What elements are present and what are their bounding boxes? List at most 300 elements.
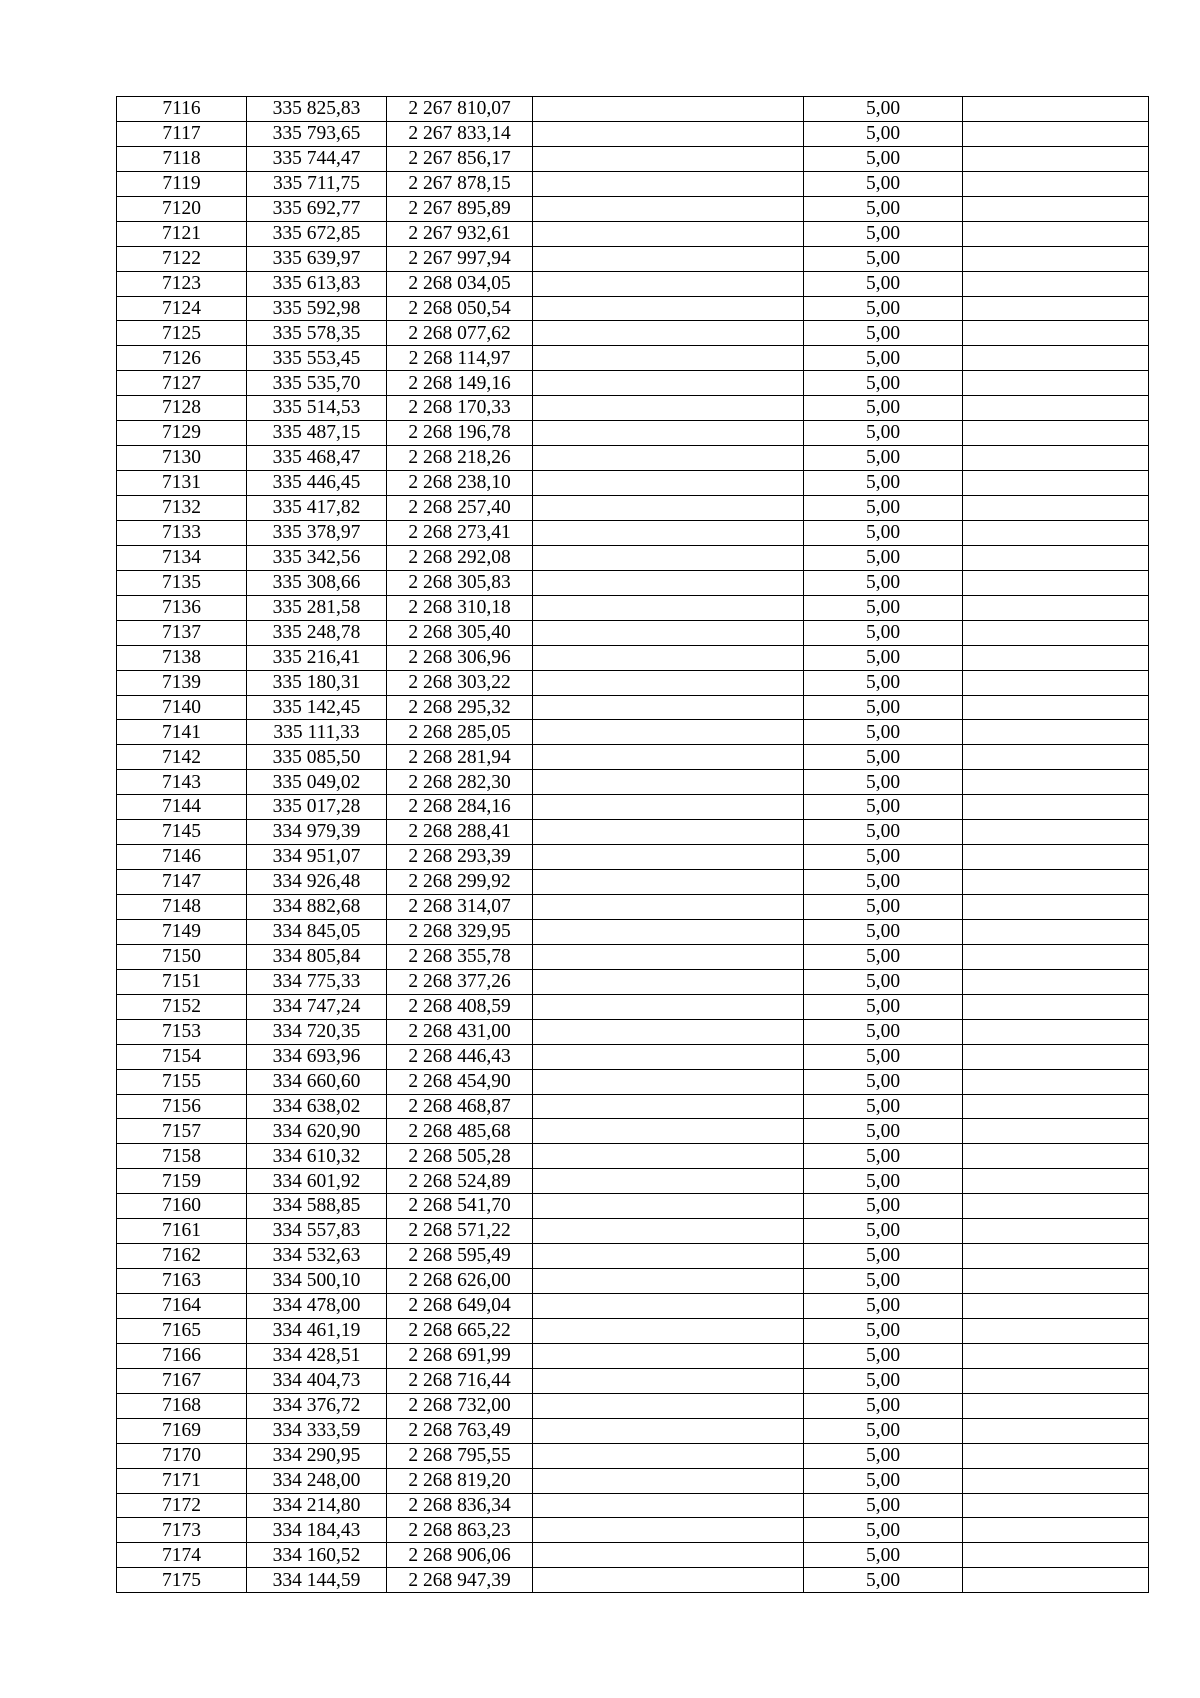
y-coordinate-cell: 2 268 732,00 [387, 1393, 533, 1418]
x-coordinate-cell: 335 085,50 [247, 745, 387, 770]
table-row [117, 471, 1149, 496]
empty-cell [533, 770, 804, 795]
coordinates-table [116, 96, 1149, 1593]
empty-cell [963, 1518, 1149, 1543]
empty-cell [533, 695, 804, 720]
value-cell: 5,00 [804, 296, 963, 321]
table-row [117, 1019, 1149, 1044]
empty-cell [963, 1244, 1149, 1269]
table-row [117, 1568, 1149, 1593]
y-coordinate-cell: 2 268 863,23 [387, 1518, 533, 1543]
empty-cell [533, 1144, 804, 1169]
point-number-cell: 7130 [117, 446, 247, 471]
empty-cell [533, 1343, 804, 1368]
y-coordinate-cell: 2 268 114,97 [387, 346, 533, 371]
value-cell: 5,00 [804, 1418, 963, 1443]
point-number-cell: 7166 [117, 1343, 247, 1368]
value-cell: 5,00 [804, 1219, 963, 1244]
empty-cell [533, 196, 804, 221]
value-cell: 5,00 [804, 545, 963, 570]
point-number-cell: 7143 [117, 770, 247, 795]
value-cell: 5,00 [804, 845, 963, 870]
empty-cell [963, 1119, 1149, 1144]
table-row [117, 1468, 1149, 1493]
value-cell: 5,00 [804, 595, 963, 620]
value-cell: 5,00 [804, 1169, 963, 1194]
empty-cell [533, 321, 804, 346]
x-coordinate-cell: 334 333,59 [247, 1418, 387, 1443]
table-row [117, 870, 1149, 895]
empty-cell [533, 620, 804, 645]
empty-cell [533, 1094, 804, 1119]
y-coordinate-cell: 2 268 299,92 [387, 870, 533, 895]
table-row [117, 919, 1149, 944]
x-coordinate-cell: 335 446,45 [247, 471, 387, 496]
value-cell: 5,00 [804, 720, 963, 745]
empty-cell [533, 296, 804, 321]
value-cell: 5,00 [804, 1443, 963, 1468]
value-cell: 5,00 [804, 870, 963, 895]
value-cell: 5,00 [804, 520, 963, 545]
empty-cell [963, 1543, 1149, 1568]
empty-cell [963, 1094, 1149, 1119]
empty-cell [533, 969, 804, 994]
table-row [117, 1518, 1149, 1543]
empty-cell [533, 1019, 804, 1044]
empty-cell [533, 545, 804, 570]
value-cell: 5,00 [804, 171, 963, 196]
point-number-cell: 7160 [117, 1194, 247, 1219]
x-coordinate-cell: 334 720,35 [247, 1019, 387, 1044]
y-coordinate-cell: 2 268 305,40 [387, 620, 533, 645]
empty-cell [533, 1418, 804, 1443]
point-number-cell: 7149 [117, 919, 247, 944]
x-coordinate-cell: 334 184,43 [247, 1518, 387, 1543]
point-number-cell: 7148 [117, 895, 247, 920]
x-coordinate-cell: 335 639,97 [247, 246, 387, 271]
empty-cell [963, 1144, 1149, 1169]
x-coordinate-cell: 334 638,02 [247, 1094, 387, 1119]
y-coordinate-cell: 2 268 691,99 [387, 1343, 533, 1368]
value-cell: 5,00 [804, 1119, 963, 1144]
x-coordinate-cell: 335 378,97 [247, 520, 387, 545]
x-coordinate-cell: 335 111,33 [247, 720, 387, 745]
empty-cell [963, 171, 1149, 196]
y-coordinate-cell: 2 268 329,95 [387, 919, 533, 944]
y-coordinate-cell: 2 268 293,39 [387, 845, 533, 870]
empty-cell [533, 471, 804, 496]
point-number-cell: 7129 [117, 421, 247, 446]
y-coordinate-cell: 2 268 257,40 [387, 496, 533, 521]
empty-cell [963, 1468, 1149, 1493]
table-row [117, 845, 1149, 870]
value-cell: 5,00 [804, 121, 963, 146]
table-row [117, 1493, 1149, 1518]
y-coordinate-cell: 2 268 050,54 [387, 296, 533, 321]
point-number-cell: 7138 [117, 645, 247, 670]
table-row [117, 396, 1149, 421]
empty-cell [963, 1044, 1149, 1069]
table-row [117, 1194, 1149, 1219]
empty-cell [963, 121, 1149, 146]
value-cell: 5,00 [804, 346, 963, 371]
table-row [117, 545, 1149, 570]
x-coordinate-cell: 335 216,41 [247, 645, 387, 670]
empty-cell [963, 371, 1149, 396]
x-coordinate-cell: 334 532,63 [247, 1244, 387, 1269]
x-coordinate-cell: 334 882,68 [247, 895, 387, 920]
point-number-cell: 7146 [117, 845, 247, 870]
value-cell: 5,00 [804, 1244, 963, 1269]
value-cell: 5,00 [804, 321, 963, 346]
y-coordinate-cell: 2 267 895,89 [387, 196, 533, 221]
table-row [117, 371, 1149, 396]
y-coordinate-cell: 2 268 906,06 [387, 1543, 533, 1568]
value-cell: 5,00 [804, 371, 963, 396]
value-cell: 5,00 [804, 146, 963, 171]
empty-cell [963, 895, 1149, 920]
x-coordinate-cell: 334 610,32 [247, 1144, 387, 1169]
empty-cell [533, 271, 804, 296]
x-coordinate-cell: 334 144,59 [247, 1568, 387, 1593]
point-number-cell: 7147 [117, 870, 247, 895]
empty-cell [963, 1269, 1149, 1294]
x-coordinate-cell: 335 049,02 [247, 770, 387, 795]
empty-cell [963, 645, 1149, 670]
point-number-cell: 7165 [117, 1318, 247, 1343]
table-row [117, 1443, 1149, 1468]
value-cell: 5,00 [804, 1044, 963, 1069]
empty-cell [533, 1493, 804, 1518]
empty-cell [533, 1269, 804, 1294]
x-coordinate-cell: 334 478,00 [247, 1294, 387, 1319]
point-number-cell: 7137 [117, 620, 247, 645]
y-coordinate-cell: 2 268 408,59 [387, 994, 533, 1019]
x-coordinate-cell: 334 620,90 [247, 1119, 387, 1144]
point-number-cell: 7127 [117, 371, 247, 396]
point-number-cell: 7155 [117, 1069, 247, 1094]
empty-cell [963, 1019, 1149, 1044]
x-coordinate-cell: 334 248,00 [247, 1468, 387, 1493]
empty-cell [533, 670, 804, 695]
empty-cell [533, 346, 804, 371]
point-number-cell: 7154 [117, 1044, 247, 1069]
empty-cell [533, 1069, 804, 1094]
y-coordinate-cell: 2 268 795,55 [387, 1443, 533, 1468]
table-row [117, 271, 1149, 296]
x-coordinate-cell: 335 248,78 [247, 620, 387, 645]
empty-cell [533, 595, 804, 620]
y-coordinate-cell: 2 268 281,94 [387, 745, 533, 770]
y-coordinate-cell: 2 268 377,26 [387, 969, 533, 994]
point-number-cell: 7174 [117, 1543, 247, 1568]
point-number-cell: 7175 [117, 1568, 247, 1593]
empty-cell [963, 296, 1149, 321]
x-coordinate-cell: 335 613,83 [247, 271, 387, 296]
value-cell: 5,00 [804, 944, 963, 969]
value-cell: 5,00 [804, 695, 963, 720]
y-coordinate-cell: 2 268 310,18 [387, 595, 533, 620]
point-number-cell: 7120 [117, 196, 247, 221]
empty-cell [963, 1393, 1149, 1418]
x-coordinate-cell: 335 711,75 [247, 171, 387, 196]
point-number-cell: 7163 [117, 1269, 247, 1294]
table-row [117, 895, 1149, 920]
empty-cell [533, 1368, 804, 1393]
point-number-cell: 7152 [117, 994, 247, 1019]
table-row [117, 969, 1149, 994]
point-number-cell: 7144 [117, 795, 247, 820]
empty-cell [963, 221, 1149, 246]
table-row [117, 171, 1149, 196]
value-cell: 5,00 [804, 446, 963, 471]
table-row [117, 745, 1149, 770]
empty-cell [963, 720, 1149, 745]
point-number-cell: 7132 [117, 496, 247, 521]
y-coordinate-cell: 2 268 292,08 [387, 545, 533, 570]
x-coordinate-cell: 334 845,05 [247, 919, 387, 944]
point-number-cell: 7156 [117, 1094, 247, 1119]
y-coordinate-cell: 2 268 305,83 [387, 570, 533, 595]
x-coordinate-cell: 335 487,15 [247, 421, 387, 446]
table-row [117, 1543, 1149, 1568]
table-row [117, 221, 1149, 246]
empty-cell [963, 670, 1149, 695]
table-row [117, 1244, 1149, 1269]
y-coordinate-cell: 2 267 997,94 [387, 246, 533, 271]
value-cell: 5,00 [804, 421, 963, 446]
value-cell: 5,00 [804, 1094, 963, 1119]
table-row [117, 1418, 1149, 1443]
table-row [117, 1269, 1149, 1294]
x-coordinate-cell: 334 693,96 [247, 1044, 387, 1069]
x-coordinate-cell: 335 308,66 [247, 570, 387, 595]
y-coordinate-cell: 2 268 282,30 [387, 770, 533, 795]
point-number-cell: 7141 [117, 720, 247, 745]
y-coordinate-cell: 2 268 149,16 [387, 371, 533, 396]
table-row [117, 146, 1149, 171]
point-number-cell: 7172 [117, 1493, 247, 1518]
y-coordinate-cell: 2 267 833,14 [387, 121, 533, 146]
x-coordinate-cell: 334 160,52 [247, 1543, 387, 1568]
table-row [117, 1169, 1149, 1194]
point-number-cell: 7122 [117, 246, 247, 271]
x-coordinate-cell: 335 578,35 [247, 321, 387, 346]
x-coordinate-cell: 335 180,31 [247, 670, 387, 695]
point-number-cell: 7116 [117, 97, 247, 122]
x-coordinate-cell: 335 514,53 [247, 396, 387, 421]
y-coordinate-cell: 2 268 468,87 [387, 1094, 533, 1119]
empty-cell [533, 1468, 804, 1493]
point-number-cell: 7161 [117, 1219, 247, 1244]
table-row [117, 770, 1149, 795]
y-coordinate-cell: 2 268 238,10 [387, 471, 533, 496]
empty-cell [533, 1294, 804, 1319]
point-number-cell: 7123 [117, 271, 247, 296]
empty-cell [963, 570, 1149, 595]
point-number-cell: 7121 [117, 221, 247, 246]
value-cell: 5,00 [804, 570, 963, 595]
value-cell: 5,00 [804, 396, 963, 421]
empty-cell [533, 870, 804, 895]
empty-cell [963, 1418, 1149, 1443]
value-cell: 5,00 [804, 196, 963, 221]
y-coordinate-cell: 2 268 649,04 [387, 1294, 533, 1319]
empty-cell [533, 1443, 804, 1468]
x-coordinate-cell: 334 747,24 [247, 994, 387, 1019]
value-cell: 5,00 [804, 770, 963, 795]
x-coordinate-cell: 334 557,83 [247, 1219, 387, 1244]
empty-cell [533, 820, 804, 845]
x-coordinate-cell: 334 376,72 [247, 1393, 387, 1418]
empty-cell [963, 146, 1149, 171]
y-coordinate-cell: 2 268 034,05 [387, 271, 533, 296]
value-cell: 5,00 [804, 1468, 963, 1493]
empty-cell [963, 246, 1149, 271]
empty-cell [963, 795, 1149, 820]
empty-cell [963, 1493, 1149, 1518]
table-row [117, 1044, 1149, 1069]
point-number-cell: 7167 [117, 1368, 247, 1393]
y-coordinate-cell: 2 268 284,16 [387, 795, 533, 820]
empty-cell [963, 1568, 1149, 1593]
point-number-cell: 7150 [117, 944, 247, 969]
value-cell: 5,00 [804, 471, 963, 496]
empty-cell [533, 570, 804, 595]
x-coordinate-cell: 334 290,95 [247, 1443, 387, 1468]
empty-cell [533, 720, 804, 745]
empty-cell [533, 396, 804, 421]
table-row [117, 321, 1149, 346]
x-coordinate-cell: 334 601,92 [247, 1169, 387, 1194]
point-number-cell: 7134 [117, 545, 247, 570]
value-cell: 5,00 [804, 670, 963, 695]
empty-cell [963, 969, 1149, 994]
table-row [117, 121, 1149, 146]
table-row [117, 695, 1149, 720]
y-coordinate-cell: 2 268 571,22 [387, 1219, 533, 1244]
value-cell: 5,00 [804, 1019, 963, 1044]
point-number-cell: 7153 [117, 1019, 247, 1044]
empty-cell [963, 919, 1149, 944]
empty-cell [963, 595, 1149, 620]
value-cell: 5,00 [804, 645, 963, 670]
x-coordinate-cell: 335 417,82 [247, 496, 387, 521]
point-number-cell: 7145 [117, 820, 247, 845]
point-number-cell: 7126 [117, 346, 247, 371]
x-coordinate-cell: 335 142,45 [247, 695, 387, 720]
x-coordinate-cell: 335 825,83 [247, 97, 387, 122]
empty-cell [963, 196, 1149, 221]
x-coordinate-cell: 335 592,98 [247, 296, 387, 321]
table-row [117, 246, 1149, 271]
empty-cell [533, 645, 804, 670]
x-coordinate-cell: 334 775,33 [247, 969, 387, 994]
table-row [117, 1393, 1149, 1418]
point-number-cell: 7173 [117, 1518, 247, 1543]
y-coordinate-cell: 2 268 303,22 [387, 670, 533, 695]
point-number-cell: 7124 [117, 296, 247, 321]
empty-cell [533, 944, 804, 969]
x-coordinate-cell: 335 744,47 [247, 146, 387, 171]
y-coordinate-cell: 2 268 505,28 [387, 1144, 533, 1169]
point-number-cell: 7119 [117, 171, 247, 196]
y-coordinate-cell: 2 267 810,07 [387, 97, 533, 122]
value-cell: 5,00 [804, 1144, 963, 1169]
value-cell: 5,00 [804, 1393, 963, 1418]
table-row [117, 1069, 1149, 1094]
table-row [117, 446, 1149, 471]
y-coordinate-cell: 2 268 273,41 [387, 520, 533, 545]
x-coordinate-cell: 335 672,85 [247, 221, 387, 246]
empty-cell [533, 146, 804, 171]
empty-cell [963, 845, 1149, 870]
empty-cell [533, 496, 804, 521]
empty-cell [963, 1343, 1149, 1368]
y-coordinate-cell: 2 268 626,00 [387, 1269, 533, 1294]
value-cell: 5,00 [804, 895, 963, 920]
point-number-cell: 7168 [117, 1393, 247, 1418]
table-row [117, 196, 1149, 221]
x-coordinate-cell: 334 660,60 [247, 1069, 387, 1094]
empty-cell [963, 994, 1149, 1019]
value-cell: 5,00 [804, 1194, 963, 1219]
y-coordinate-cell: 2 268 170,33 [387, 396, 533, 421]
value-cell: 5,00 [804, 246, 963, 271]
value-cell: 5,00 [804, 994, 963, 1019]
y-coordinate-cell: 2 268 485,68 [387, 1119, 533, 1144]
empty-cell [963, 1069, 1149, 1094]
empty-cell [533, 1194, 804, 1219]
empty-cell [963, 745, 1149, 770]
empty-cell [533, 221, 804, 246]
empty-cell [533, 171, 804, 196]
y-coordinate-cell: 2 268 836,34 [387, 1493, 533, 1518]
point-number-cell: 7158 [117, 1144, 247, 1169]
y-coordinate-cell: 2 268 947,39 [387, 1568, 533, 1593]
y-coordinate-cell: 2 268 454,90 [387, 1069, 533, 1094]
table-row [117, 1094, 1149, 1119]
empty-cell [533, 1318, 804, 1343]
value-cell: 5,00 [804, 795, 963, 820]
x-coordinate-cell: 334 588,85 [247, 1194, 387, 1219]
empty-cell [963, 346, 1149, 371]
value-cell: 5,00 [804, 1318, 963, 1343]
empty-cell [963, 421, 1149, 446]
empty-cell [533, 1219, 804, 1244]
value-cell: 5,00 [804, 496, 963, 521]
x-coordinate-cell: 334 214,80 [247, 1493, 387, 1518]
empty-cell [963, 471, 1149, 496]
empty-cell [963, 97, 1149, 122]
table-row [117, 595, 1149, 620]
value-cell: 5,00 [804, 1368, 963, 1393]
value-cell: 5,00 [804, 919, 963, 944]
table-row [117, 1318, 1149, 1343]
table-row [117, 1219, 1149, 1244]
y-coordinate-cell: 2 268 355,78 [387, 944, 533, 969]
x-coordinate-cell: 334 951,07 [247, 845, 387, 870]
x-coordinate-cell: 335 281,58 [247, 595, 387, 620]
y-coordinate-cell: 2 268 218,26 [387, 446, 533, 471]
empty-cell [533, 1169, 804, 1194]
empty-cell [533, 1518, 804, 1543]
empty-cell [533, 421, 804, 446]
x-coordinate-cell: 334 979,39 [247, 820, 387, 845]
empty-cell [533, 1568, 804, 1593]
point-number-cell: 7135 [117, 570, 247, 595]
y-coordinate-cell: 2 268 306,96 [387, 645, 533, 670]
